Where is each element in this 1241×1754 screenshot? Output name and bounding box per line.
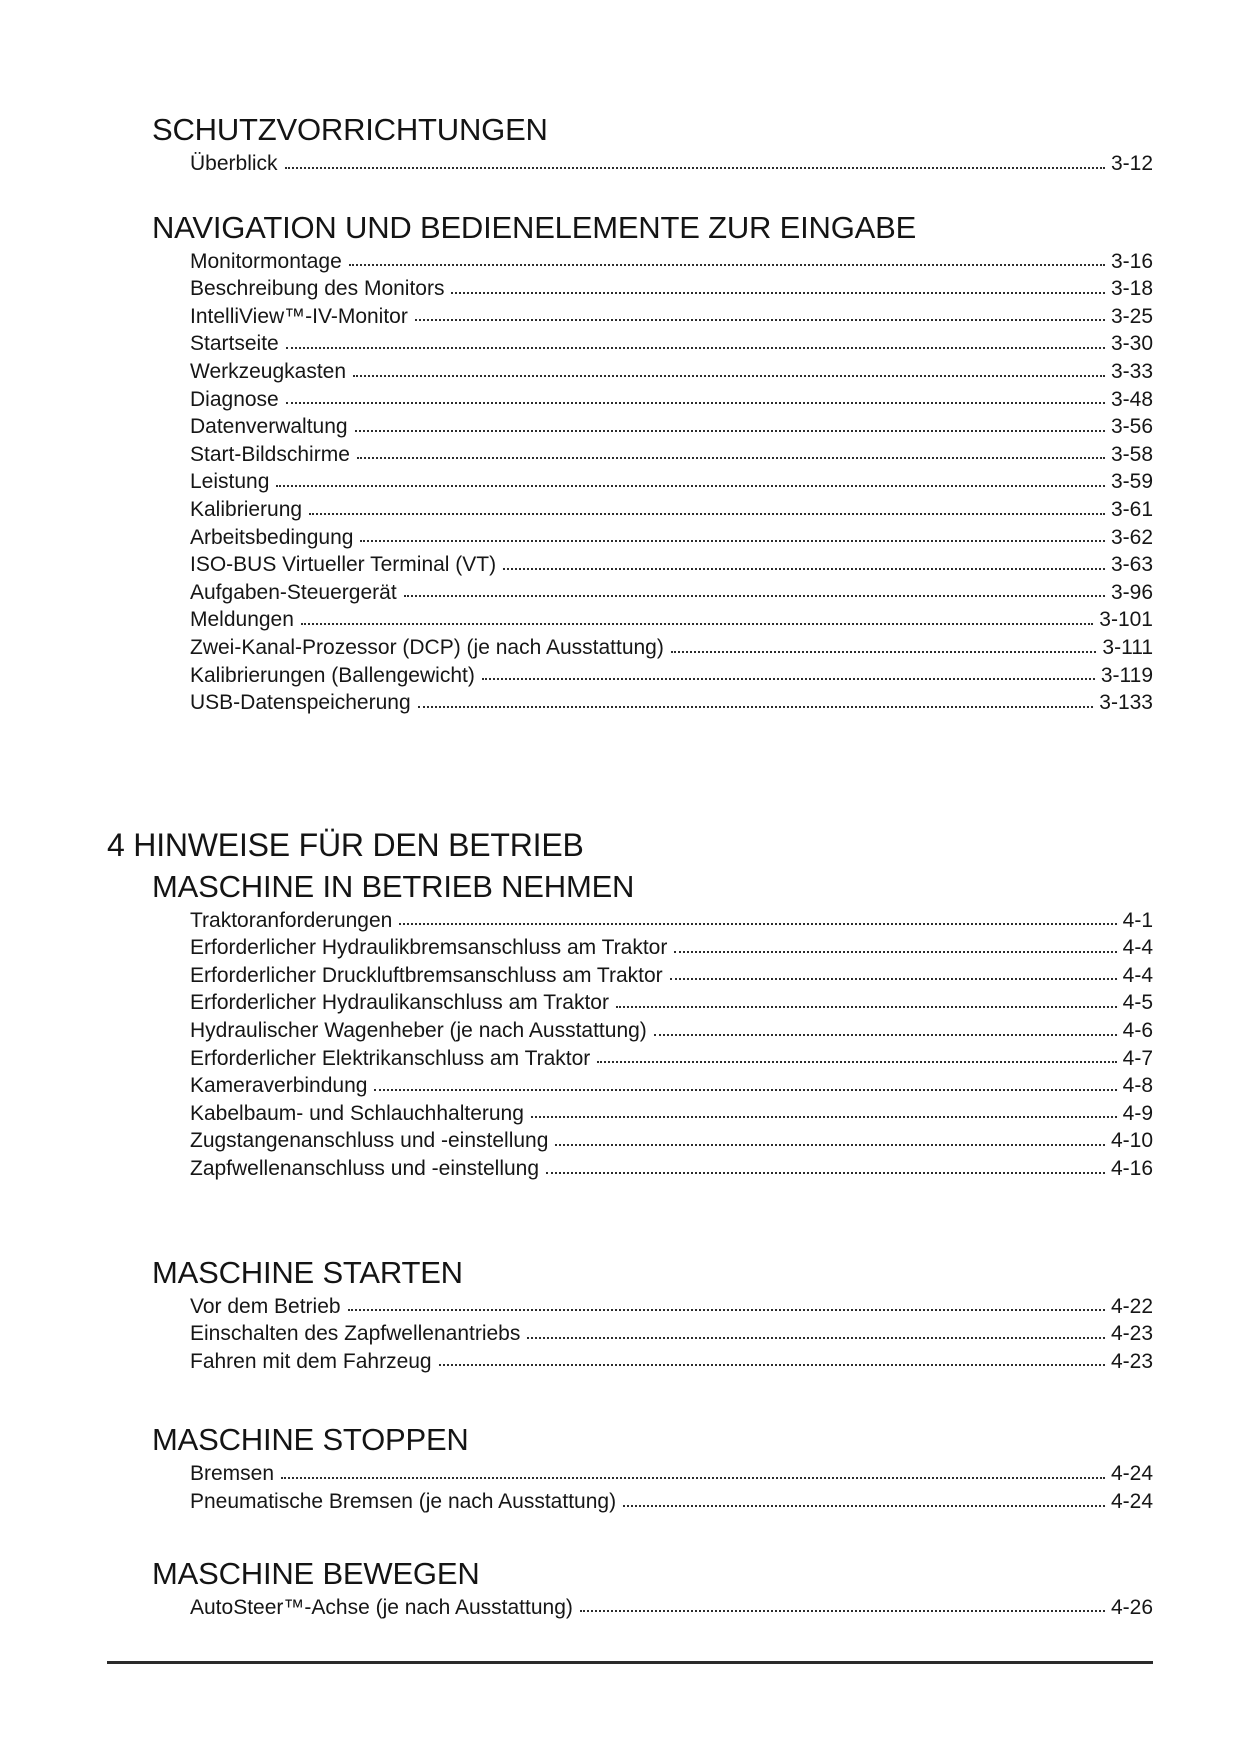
toc-entry-page: 4-1 <box>1122 908 1153 932</box>
toc-entry[interactable] <box>190 579 1153 607</box>
toc-entry-page: 4-23 <box>1110 1349 1153 1373</box>
dot-leader <box>357 457 1105 459</box>
toc-entry-page: 3-25 <box>1110 304 1153 328</box>
toc-entry[interactable] <box>190 496 1153 524</box>
toc-entry-label: Pneumatische Bremsen (je nach Ausstattung) <box>190 1490 617 1513</box>
toc-entry-page: 3-101 <box>1099 608 1153 632</box>
toc-entry[interactable] <box>190 1017 1153 1045</box>
entry-list <box>190 907 1153 1183</box>
toc-entry[interactable] <box>190 524 1153 552</box>
dot-leader <box>404 595 1105 597</box>
section-heading: MASCHINE BEWEGEN <box>152 1555 480 1591</box>
toc-section <box>0 1255 1241 1376</box>
toc-entry-page: 3-96 <box>1110 580 1153 604</box>
toc-entry[interactable] <box>190 934 1153 962</box>
toc-entry-page: 3-133 <box>1099 691 1153 715</box>
dot-leader <box>348 1309 1105 1311</box>
dot-leader <box>309 513 1105 515</box>
dot-leader <box>360 540 1105 542</box>
toc-entry-label: Bremsen <box>190 1462 275 1486</box>
toc-entry[interactable] <box>190 551 1153 579</box>
toc-entry-page: 3-119 <box>1100 663 1153 687</box>
toc-entry-page: 3-59 <box>1110 470 1153 494</box>
toc-entry-label: Einschalten des Zapfwellenantriebs <box>190 1322 521 1346</box>
toc-entry-page: 4-5 <box>1122 991 1153 1015</box>
toc-entry-label: IntelliView™-IV-Monitor <box>190 304 408 328</box>
toc-entry-page: 4-4 <box>1122 936 1153 960</box>
dot-leader <box>623 1505 1105 1507</box>
section-heading: NAVIGATION UND BEDIENELEMENTE ZUR EINGABE <box>152 209 917 245</box>
entry-list <box>190 248 1153 717</box>
toc-entry-page: 4-9 <box>1122 1101 1153 1125</box>
toc-entry-page: 4-6 <box>1122 1019 1153 1043</box>
toc-entry-page: 4-24 <box>1110 1462 1153 1486</box>
toc-entry[interactable] <box>190 358 1153 386</box>
toc-entry[interactable] <box>190 689 1153 717</box>
toc-entry-label: Kameraverbindung <box>190 1074 368 1098</box>
toc-section <box>0 825 1241 865</box>
dot-leader <box>482 678 1095 680</box>
toc-entry-page: 3-56 <box>1110 415 1153 439</box>
toc-entry[interactable] <box>190 386 1153 414</box>
toc-entry-label: Hydraulischer Wagenheber (je nach Ausstattung) <box>190 1019 647 1043</box>
toc-entry-page: 4-8 <box>1122 1074 1153 1098</box>
toc-entry-page: 4-7 <box>1122 1046 1153 1070</box>
toc-entry-page: 3-16 <box>1110 249 1153 273</box>
toc-entry-label: Erforderlicher Druckluftbremsanschluss am Traktor <box>190 963 663 987</box>
toc-entry[interactable] <box>190 989 1153 1017</box>
toc-entry[interactable] <box>190 303 1153 331</box>
dot-leader <box>580 1610 1105 1612</box>
dot-leader <box>546 1172 1105 1174</box>
toc-entry-page: 3-58 <box>1110 442 1153 466</box>
toc-entry-label: Fahren mit dem Fahrzeug <box>190 1349 432 1373</box>
dot-leader <box>399 923 1116 925</box>
toc-entry-label: AutoSteer™-Achse (je nach Ausstattung) <box>190 1595 573 1619</box>
chapter-heading: 4 HINWEISE FÜR DEN BETRIEB <box>107 826 584 863</box>
toc-entry-label: USB-Datenspeicherung <box>190 691 411 715</box>
toc-entry[interactable] <box>190 662 1153 690</box>
toc-entry-label: Startseite <box>190 332 279 356</box>
toc-entry[interactable] <box>190 1072 1153 1100</box>
entry-list <box>190 1293 1153 1376</box>
toc-entry-label: Kabelbaum- und Schlauchhalterung <box>190 1101 524 1125</box>
toc-entry[interactable] <box>190 606 1153 634</box>
toc-entry[interactable] <box>190 248 1153 276</box>
toc-entry[interactable] <box>190 1460 1153 1488</box>
toc-entry-page: 3-12 <box>1110 152 1153 175</box>
dot-leader <box>301 623 1093 625</box>
dot-leader <box>616 1006 1117 1008</box>
toc-entry[interactable] <box>190 1594 1153 1622</box>
toc-section <box>0 112 1241 178</box>
toc-entry-label: Zapfwellenanschluss und -einstellung <box>190 1157 540 1181</box>
toc-entry-label: Traktoranforderungen <box>190 908 393 932</box>
toc-entry-page: 3-61 <box>1110 497 1153 521</box>
toc-entry[interactable] <box>190 150 1153 178</box>
toc-section <box>0 1422 1241 1515</box>
toc-entry-label: Kalibrierung <box>190 497 303 521</box>
toc-entry-page: 3-18 <box>1110 277 1153 301</box>
toc-entry[interactable] <box>190 1100 1153 1128</box>
toc-entry-label: Beschreibung des Monitors <box>190 277 445 301</box>
entry-list <box>190 1460 1153 1515</box>
toc-entry-page: 3-48 <box>1110 387 1153 411</box>
dot-leader <box>597 1061 1116 1063</box>
dot-leader <box>353 375 1105 377</box>
toc-entry[interactable] <box>190 330 1153 358</box>
toc-entry[interactable] <box>190 1293 1153 1321</box>
toc-entry-label: Zwei-Kanal-Prozessor (DCP) (je nach Ausstattung) <box>190 635 664 659</box>
footer-rule <box>107 1661 1153 1664</box>
toc-entry[interactable] <box>190 1488 1153 1516</box>
toc-entry-label: ISO-BUS Virtueller Terminal (VT) <box>190 553 497 577</box>
section-heading: MASCHINE IN BETRIEB NEHMEN <box>152 868 635 904</box>
toc-entry-page: 3-30 <box>1110 332 1153 356</box>
toc-entry[interactable] <box>190 1320 1153 1348</box>
toc-entry[interactable] <box>190 275 1153 303</box>
dot-leader <box>527 1337 1105 1339</box>
toc-entry-label: Monitormontage <box>190 249 342 273</box>
toc-entry-page: 4-22 <box>1110 1294 1153 1318</box>
toc-entry-page: 3-63 <box>1110 553 1153 577</box>
toc-entry-label: Überblick <box>190 152 278 175</box>
toc-entry[interactable] <box>190 441 1153 469</box>
toc-entry-label: Erforderlicher Hydraulikanschluss am Traktor <box>190 991 609 1015</box>
toc-entry[interactable] <box>190 907 1153 935</box>
dot-leader <box>374 1089 1116 1091</box>
dot-leader <box>286 402 1105 404</box>
toc-entry-label: Arbeitsbedingung <box>190 525 354 549</box>
dot-leader <box>503 568 1105 570</box>
toc-entry-label: Erforderlicher Elektrikanschluss am Traktor <box>190 1046 591 1070</box>
toc-entry[interactable] <box>190 1045 1153 1073</box>
dot-leader <box>276 485 1105 487</box>
dot-leader <box>418 706 1094 708</box>
section-heading: MASCHINE STOPPEN <box>152 1422 469 1458</box>
dot-leader <box>671 651 1097 653</box>
toc-entry[interactable] <box>190 413 1153 441</box>
toc-entry-page: 4-23 <box>1110 1322 1153 1346</box>
section-heading: SCHUTZVORRICHTUNGEN <box>152 112 548 147</box>
dot-leader <box>439 1364 1105 1366</box>
toc-entry-page: 3-111 <box>1102 635 1153 659</box>
dot-leader <box>531 1116 1117 1118</box>
dot-leader <box>286 347 1105 349</box>
toc-entry-page: 4-4 <box>1122 963 1153 987</box>
dot-leader <box>654 1034 1117 1036</box>
toc-entry[interactable] <box>190 634 1153 662</box>
toc-entry-label: Vor dem Betrieb <box>190 1294 341 1318</box>
toc-entry-label: Diagnose <box>190 387 279 411</box>
toc-entry-page: 4-24 <box>1110 1490 1153 1513</box>
toc-entry-label: Meldungen <box>190 608 294 632</box>
toc-entry-label: Start-Bildschirme <box>190 442 350 466</box>
toc-entry[interactable] <box>190 468 1153 496</box>
entry-list <box>190 1594 1153 1622</box>
toc-entry[interactable] <box>190 1127 1153 1155</box>
toc-entry[interactable] <box>190 962 1153 990</box>
toc-entry[interactable] <box>190 1155 1153 1183</box>
toc-entry-label: Datenverwaltung <box>190 415 348 439</box>
toc-entry-page: 4-16 <box>1110 1157 1153 1181</box>
toc-section <box>0 869 1241 1183</box>
section-heading: MASCHINE STARTEN <box>152 1254 463 1290</box>
dot-leader <box>285 167 1105 169</box>
dot-leader <box>415 319 1105 321</box>
toc-entry-label: Leistung <box>190 470 270 494</box>
toc-entry-page: 4-10 <box>1110 1129 1153 1153</box>
toc-entry-page: 3-62 <box>1110 525 1153 549</box>
toc-entry-label: Zugstangenanschluss und -einstellung <box>190 1129 549 1153</box>
dot-leader <box>674 951 1116 953</box>
dot-leader <box>281 1477 1105 1479</box>
dot-leader <box>349 264 1105 266</box>
toc-entry[interactable] <box>190 1348 1153 1376</box>
toc-entry-label: Aufgaben-Steuergerät <box>190 580 397 604</box>
dot-leader <box>670 978 1117 980</box>
toc-entry-label: Kalibrierungen (Ballengewicht) <box>190 663 475 687</box>
toc-entry-label: Werkzeugkasten <box>190 359 347 383</box>
toc-entry-page: 3-33 <box>1110 359 1153 383</box>
dot-leader <box>355 430 1105 432</box>
dot-leader <box>451 292 1104 294</box>
entry-list <box>190 150 1153 178</box>
toc-entry-label: Erforderlicher Hydraulikbremsanschluss am Traktor <box>190 936 668 960</box>
toc-entry-page: 4-26 <box>1110 1595 1153 1619</box>
toc-section <box>0 210 1241 717</box>
dot-leader <box>555 1144 1105 1146</box>
toc-section <box>0 1556 1241 1622</box>
